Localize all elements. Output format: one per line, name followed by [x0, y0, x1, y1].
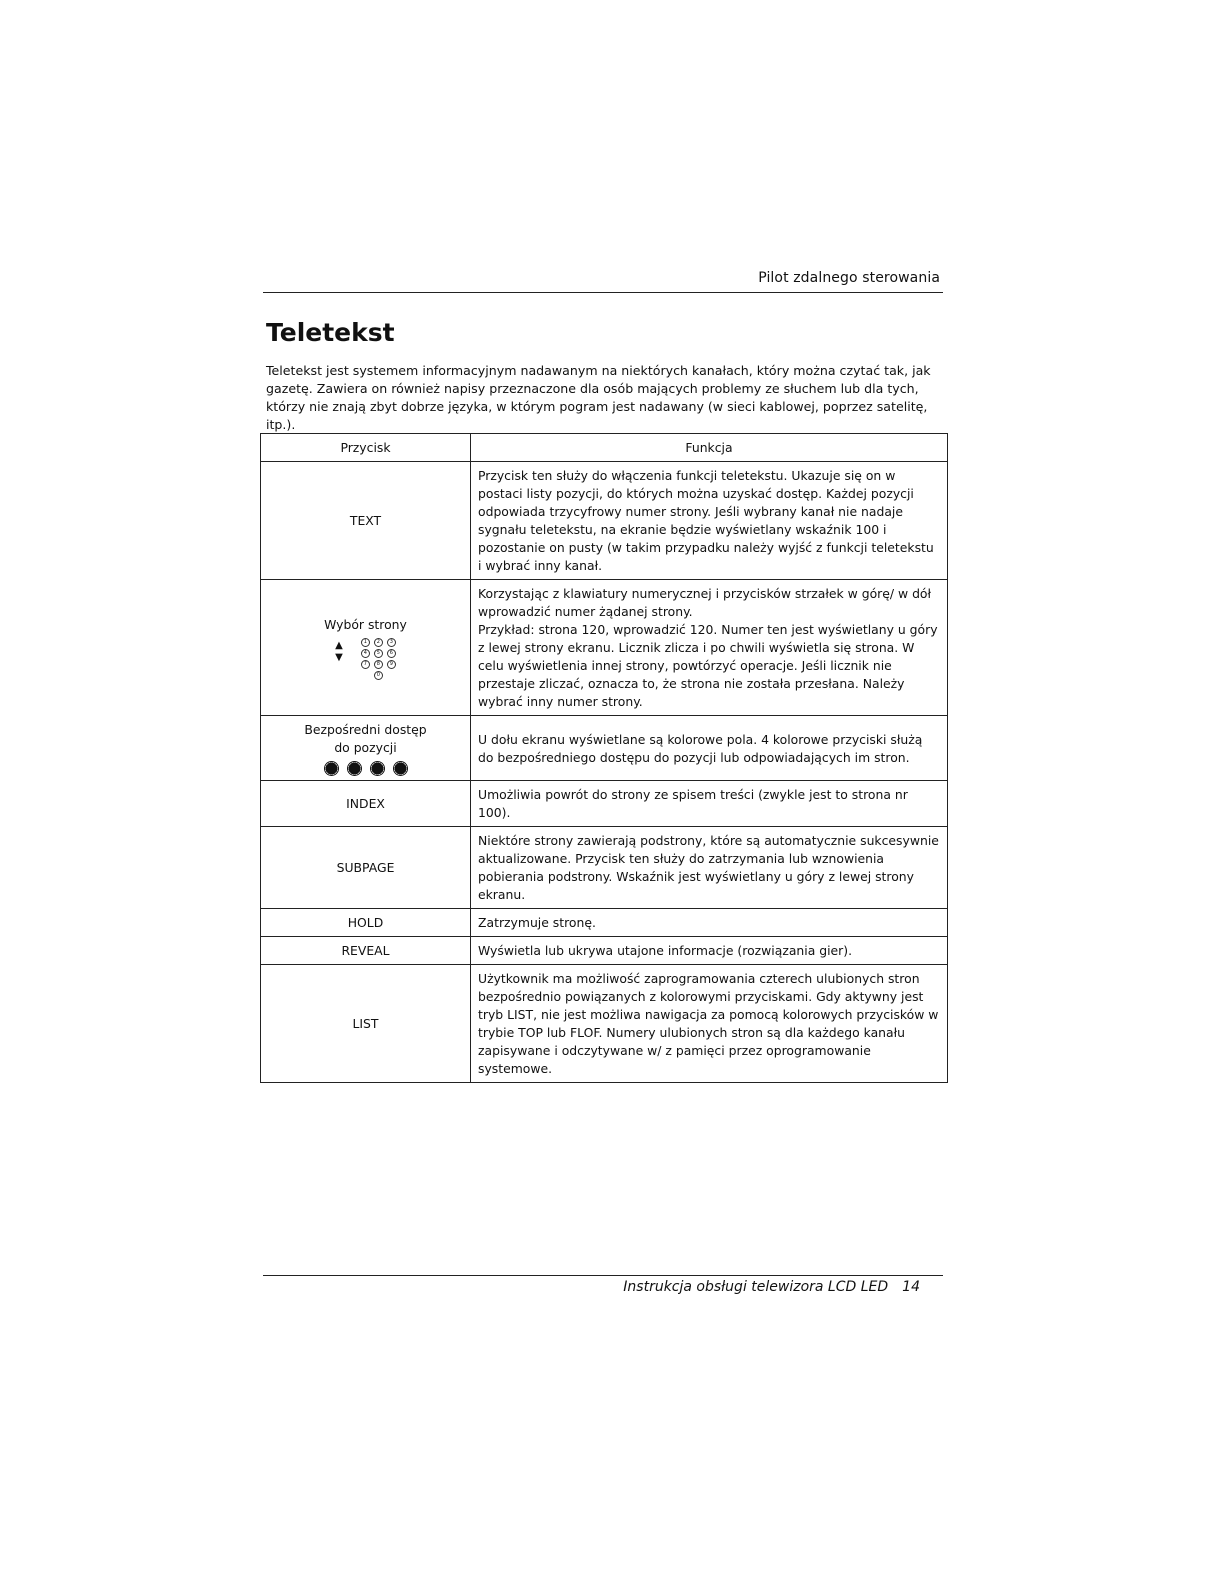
arrow-down-icon: ▼: [335, 652, 343, 663]
teletext-table: [260, 433, 948, 1083]
button-name-direct-access-line2: do pozycji: [334, 740, 397, 755]
table-row: [261, 716, 948, 781]
button-name-page-select: Wybór strony: [324, 617, 407, 632]
keypad-key-icon: 3: [387, 638, 396, 647]
arrow-keys: [335, 640, 343, 664]
table-header-row: [261, 434, 948, 462]
keypad-key-icon: 9: [387, 660, 396, 669]
direct-access-cell: [261, 716, 471, 781]
color-button-icon: [324, 761, 339, 776]
table-row: [261, 965, 948, 1083]
button-name-subpage: SUBPAGE: [261, 827, 471, 909]
keypad-key-icon: 2: [374, 638, 383, 647]
function-description: Zatrzymuje stronę.: [471, 909, 948, 937]
intro-paragraph: Teletekst jest systemem informacyjnym nadawanym na niektórych kanałach, który można czytać tak, jak gazetę. Zawiera on również napisy przeznaczone dla osób mających problemy ze słuchem lub dla tych, którzy nie znają zbyt dobrze języka, w którym pogram jest nadawany (w sieci kablowej, poprzez satelitę, itp.).: [266, 363, 931, 432]
color-button-icon: [370, 761, 385, 776]
function-description: Umożliwia powrót do strony ze spisem treści (zwykle jest to strona nr 100).: [471, 781, 948, 827]
color-buttons: [268, 761, 463, 776]
header-divider: [263, 292, 943, 293]
button-name-text: TEXT: [261, 462, 471, 580]
column-header-button: Przycisk: [261, 434, 471, 462]
button-name-list: LIST: [261, 965, 471, 1083]
page-select-illustration: [268, 638, 463, 680]
numeric-keypad-icon: [361, 638, 396, 680]
button-name-reveal: REVEAL: [261, 937, 471, 965]
manual-title: Instrukcja obsługi telewizora LCD LED: [623, 1279, 889, 1295]
function-description-line: Przykład: strona 120, wprowadzić 120. Numer ten jest wyświetlany u góry z lewej strony ekranu. Licznik zlicza i po chwili wyświetla się strona. W celu wyświetlenia innej strony, powtórzyć operacje. Jeśli licznik nie przestaje zliczać, oznacza to, że strona nie została przesłana. Należy wybrać inny numer strony.: [478, 622, 938, 709]
keypad-key-icon: 5: [374, 649, 383, 658]
function-description: Niektóre strony zawierają podstrony, które są automatycznie sukcesywnie aktualizowane. Przycisk ten służy do zatrzymania lub wznowienia pobierania podstrony. Wskaźnik jest wyświetlany u góry z lewej strony ekranu.: [471, 827, 948, 909]
keypad-key-icon: 6: [387, 649, 396, 658]
button-name-hold: HOLD: [261, 909, 471, 937]
page-select-cell: [261, 580, 471, 716]
footer-divider: [263, 1275, 943, 1276]
keypad-key-icon: 1: [361, 638, 370, 647]
running-footer: [263, 1279, 920, 1295]
table-row: [261, 462, 948, 580]
table-row: [261, 781, 948, 827]
color-button-icon: [393, 761, 408, 776]
color-button-icon: [347, 761, 362, 776]
table-row: [261, 580, 948, 716]
keypad-key-icon: 4: [361, 649, 370, 658]
running-header: Pilot zdalnego sterowania: [758, 270, 940, 286]
function-description-line: Korzystając z klawiatury numerycznej i przycisków strzałek w górę/ w dół wprowadzić numer żądanej strony.: [478, 586, 932, 619]
keypad-key-icon: 8: [374, 660, 383, 669]
page-title: Teletekst: [266, 318, 395, 347]
function-description: Przycisk ten służy do włączenia funkcji teletekstu. Ukazuje się on w postaci listy pozycji, do których można uzyskać dostęp. Każdej pozycji odpowiada trzycyfrowy numer strony. Jeśli wybrany kanał nie nadaje sygnału teletekstu, na ekranie będzie wyświetlany wskaźnik 100 i pozostanie on pusty (w takim przypadku należy wyjść z funkcji teletekstu i wybrać inny kanał.: [471, 462, 948, 580]
function-description: U dołu ekranu wyświetlane są kolorowe pola. 4 kolorowe przyciski służą do bezpośredniego dostępu do pozycji lub odpowiadających im stron.: [471, 716, 948, 781]
function-description: Wyświetla lub ukrywa utajone informacje (rozwiązania gier).: [471, 937, 948, 965]
keypad-key-icon: 7: [361, 660, 370, 669]
button-name-direct-access-line1: Bezpośredni dostęp: [304, 722, 427, 737]
button-name-index: INDEX: [261, 781, 471, 827]
table-row: [261, 909, 948, 937]
column-header-function: Funkcja: [471, 434, 948, 462]
keypad-key-icon: 0: [374, 671, 383, 680]
function-description: Użytkownik ma możliwość zaprogramowania czterech ulubionych stron bezpośrednio powiązanych z kolorowymi przyciskami. Gdy aktywny jest tryb LIST, nie jest możliwa nawigacja za pomocą kolorowych przycisków w trybie TOP lub FLOF. Numery ulubionych stron są dla każdego kanału zapisywane i odczytywane w/ z pamięci przez oprogramowanie systemowe.: [471, 965, 948, 1083]
function-description: [471, 580, 948, 716]
arrow-up-icon: ▲: [335, 640, 343, 651]
table-row: [261, 937, 948, 965]
page-number: 14: [902, 1279, 920, 1295]
table-row: [261, 827, 948, 909]
